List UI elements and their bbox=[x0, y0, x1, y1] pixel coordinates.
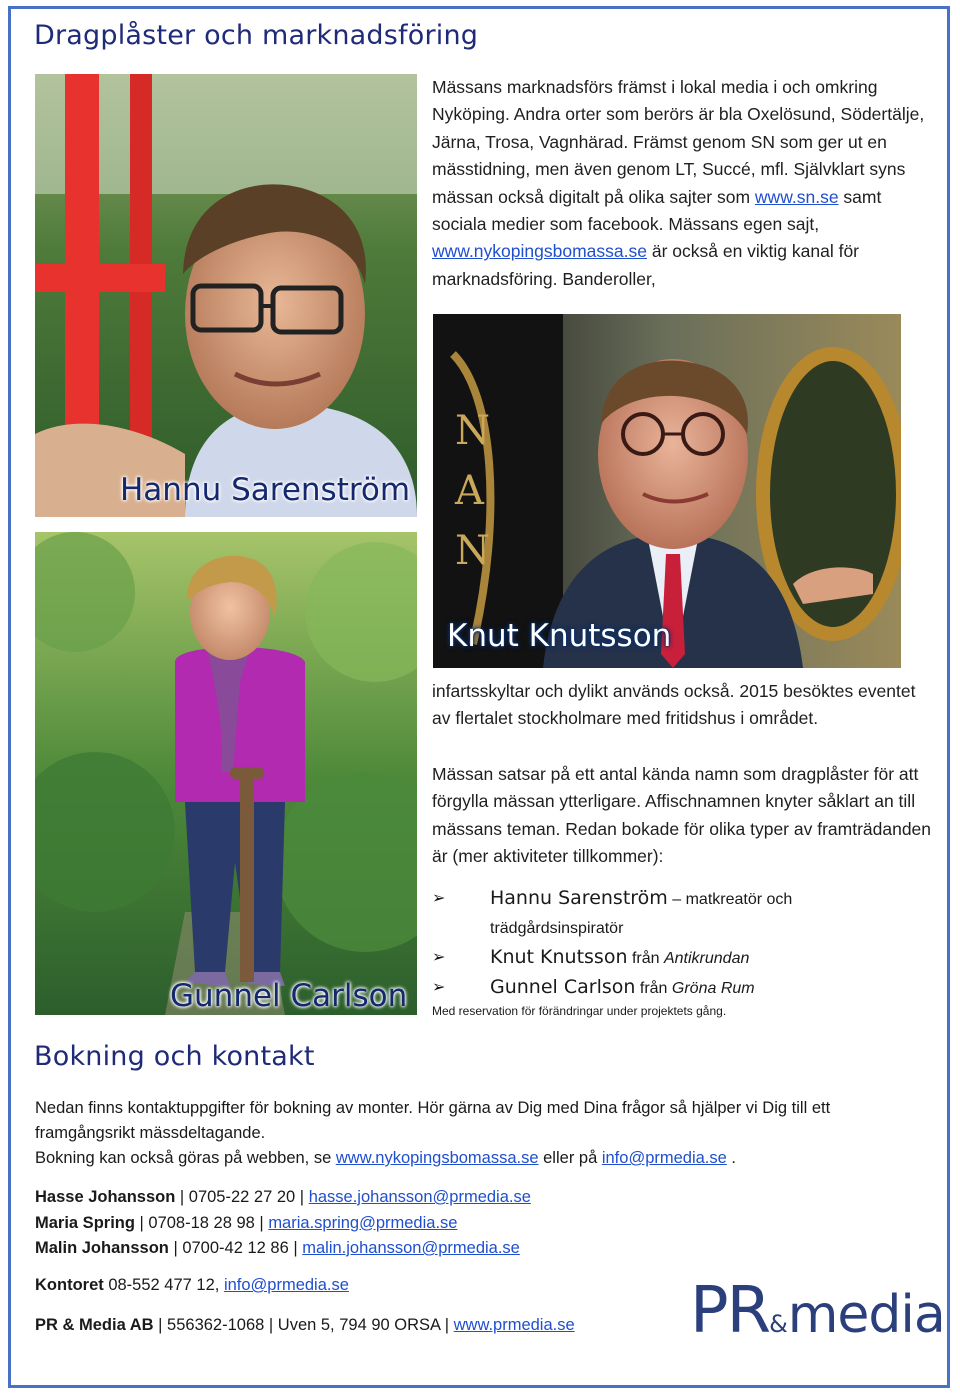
intro-text-1: Mässans marknadsförs främst i lokal media i och omkring Nyköping. Andra orter som berörs är bla Oxelösund, Södertälje, Järna, Trosa, Vagnhärad. Främst genom SN som ger ut en mässtidning, men även genom LT, Succé, mfl. Självklart syns mässan också digitalt på olika sajter som bbox=[432, 77, 925, 207]
office-phone: 08-552 477 12, bbox=[103, 1276, 224, 1294]
contact-name: Hasse Johansson bbox=[35, 1188, 176, 1206]
contact-phone: 0708-18 28 98 bbox=[148, 1213, 255, 1232]
caption-gunnel: Gunnel Carlson bbox=[170, 978, 408, 1014]
company-name: PR & Media AB bbox=[35, 1316, 154, 1334]
contact-row: Hasse Johansson | 0705-22 27 20 | hasse.johansson@prmedia.se bbox=[35, 1188, 531, 1206]
contact-name: Malin Johansson bbox=[35, 1239, 169, 1257]
intro-text-2: samt sociala medier som facebook. Mässans egen sajt, bbox=[432, 186, 882, 235]
company-website-link[interactable]: www.prmedia.se bbox=[453, 1316, 575, 1334]
contact-email-link[interactable]: hasse.johansson@prmedia.se bbox=[308, 1188, 531, 1206]
performer-desc-cont: trädgårdsinspiratör bbox=[490, 920, 624, 937]
section-title-marketing: Dragplåster och marknadsföring bbox=[34, 20, 479, 51]
photo-hannu bbox=[35, 74, 417, 517]
contact-web-text: Bokning kan också göras på webben, se bbox=[35, 1149, 336, 1167]
contact-email-link[interactable]: malin.johansson@prmedia.se bbox=[302, 1239, 520, 1257]
logo-media: media bbox=[787, 1285, 945, 1345]
photo-gunnel bbox=[35, 532, 417, 1015]
company-line: PR & Media AB | 556362-1068 | Uven 5, 794 90 ORSA | www.prmedia.se bbox=[35, 1316, 575, 1334]
photo-knut bbox=[433, 314, 901, 668]
logo-pr: PR bbox=[690, 1274, 770, 1348]
performer-name: Knut Knutsson bbox=[490, 946, 628, 968]
performer-name: Gunnel Carlson bbox=[490, 976, 636, 998]
caption-knut: Knut Knutsson bbox=[447, 618, 672, 654]
performer-item bbox=[432, 943, 932, 973]
contact-email-link[interactable]: maria.spring@prmedia.se bbox=[268, 1213, 458, 1232]
contact-web-mid: eller på bbox=[538, 1149, 602, 1167]
performer-desc: från bbox=[627, 950, 664, 967]
performer-desc: – matkreatör och bbox=[667, 891, 793, 908]
section-title-contact: Bokning och kontakt bbox=[34, 1041, 315, 1072]
contact-row: Malin Johansson | 0700-42 12 86 | malin.johansson@prmedia.se bbox=[35, 1239, 520, 1257]
intro-paragraph bbox=[432, 74, 932, 293]
contact-phone: 0705-22 27 20 bbox=[188, 1188, 296, 1206]
performer-item bbox=[432, 973, 932, 1003]
performer-show: Gröna Rum bbox=[671, 980, 755, 997]
caption-hannu: Hannu Sarenström bbox=[120, 472, 411, 508]
office-contact bbox=[35, 1276, 349, 1295]
performer-list bbox=[432, 884, 932, 1003]
svg-text:N: N bbox=[455, 528, 490, 574]
continued-paragraph-2: Mässan satsar på ett antal kända namn som dragplåster för att förgylla mässan ytterligare. Affischnamnen knyter såklart an till mässans teman. Redan bokade för olika typer av framträdanden är (mer aktiviteter tillkommer): bbox=[432, 764, 932, 867]
link-nykopingsbomassa-2[interactable]: www.nykopingsbomassa.se bbox=[335, 1149, 539, 1167]
contact-web-end: . bbox=[726, 1149, 736, 1167]
arrow-bullet-icon: ➢ bbox=[432, 890, 446, 907]
intro-text-3: är också en viktig kanal för marknadsföring. Banderoller, bbox=[432, 241, 860, 289]
link-info-email[interactable]: info@prmedia.se bbox=[601, 1149, 727, 1167]
contact-web bbox=[35, 1146, 736, 1171]
org-number: 556362-1068 bbox=[167, 1316, 265, 1334]
link-sn[interactable]: www.sn.se bbox=[754, 186, 839, 207]
arrow-bullet-icon: ➢ bbox=[432, 949, 446, 966]
performer-show: Antikrundan bbox=[663, 950, 750, 967]
continued-paragraph-1: infartsskyltar och dylikt används också. 2015 besöktes eventet av flertalet stockholmare med fritidshus i området. bbox=[432, 681, 916, 729]
logo-amp: & bbox=[769, 1310, 788, 1338]
link-nykopingsbomassa[interactable]: www.nykopingsbomassa.se bbox=[432, 241, 647, 262]
contact-row: Maria Spring | 0708-18 28 98 | maria.spring@prmedia.se bbox=[35, 1213, 458, 1232]
company-address: Uven 5, 794 90 ORSA bbox=[277, 1316, 441, 1334]
office-label: Kontoret bbox=[35, 1276, 104, 1294]
svg-text:N: N bbox=[455, 408, 490, 454]
contact-people bbox=[35, 1185, 531, 1262]
arrow-bullet-icon: ➢ bbox=[432, 979, 446, 996]
office-email-link[interactable]: info@prmedia.se bbox=[223, 1276, 349, 1294]
svg-text:A: A bbox=[455, 468, 484, 514]
prmedia-logo bbox=[690, 1274, 945, 1348]
contact-intro: Nedan finns kontaktuppgifter för bokning av monter. Hör gärna av Dig med Dina frågor så hjälper vi Dig till ett framgångsrikt mässdeltagande. bbox=[35, 1099, 831, 1142]
performer-name: Hannu Sarenström bbox=[490, 887, 668, 909]
contact-name: Maria Spring bbox=[35, 1213, 135, 1232]
performer-desc: från bbox=[635, 980, 672, 997]
reservation-note: Med reservation för förändringar under projektets gång. bbox=[432, 1004, 727, 1018]
performer-item bbox=[432, 884, 932, 943]
contact-phone: 0700-42 12 86 bbox=[182, 1239, 289, 1257]
